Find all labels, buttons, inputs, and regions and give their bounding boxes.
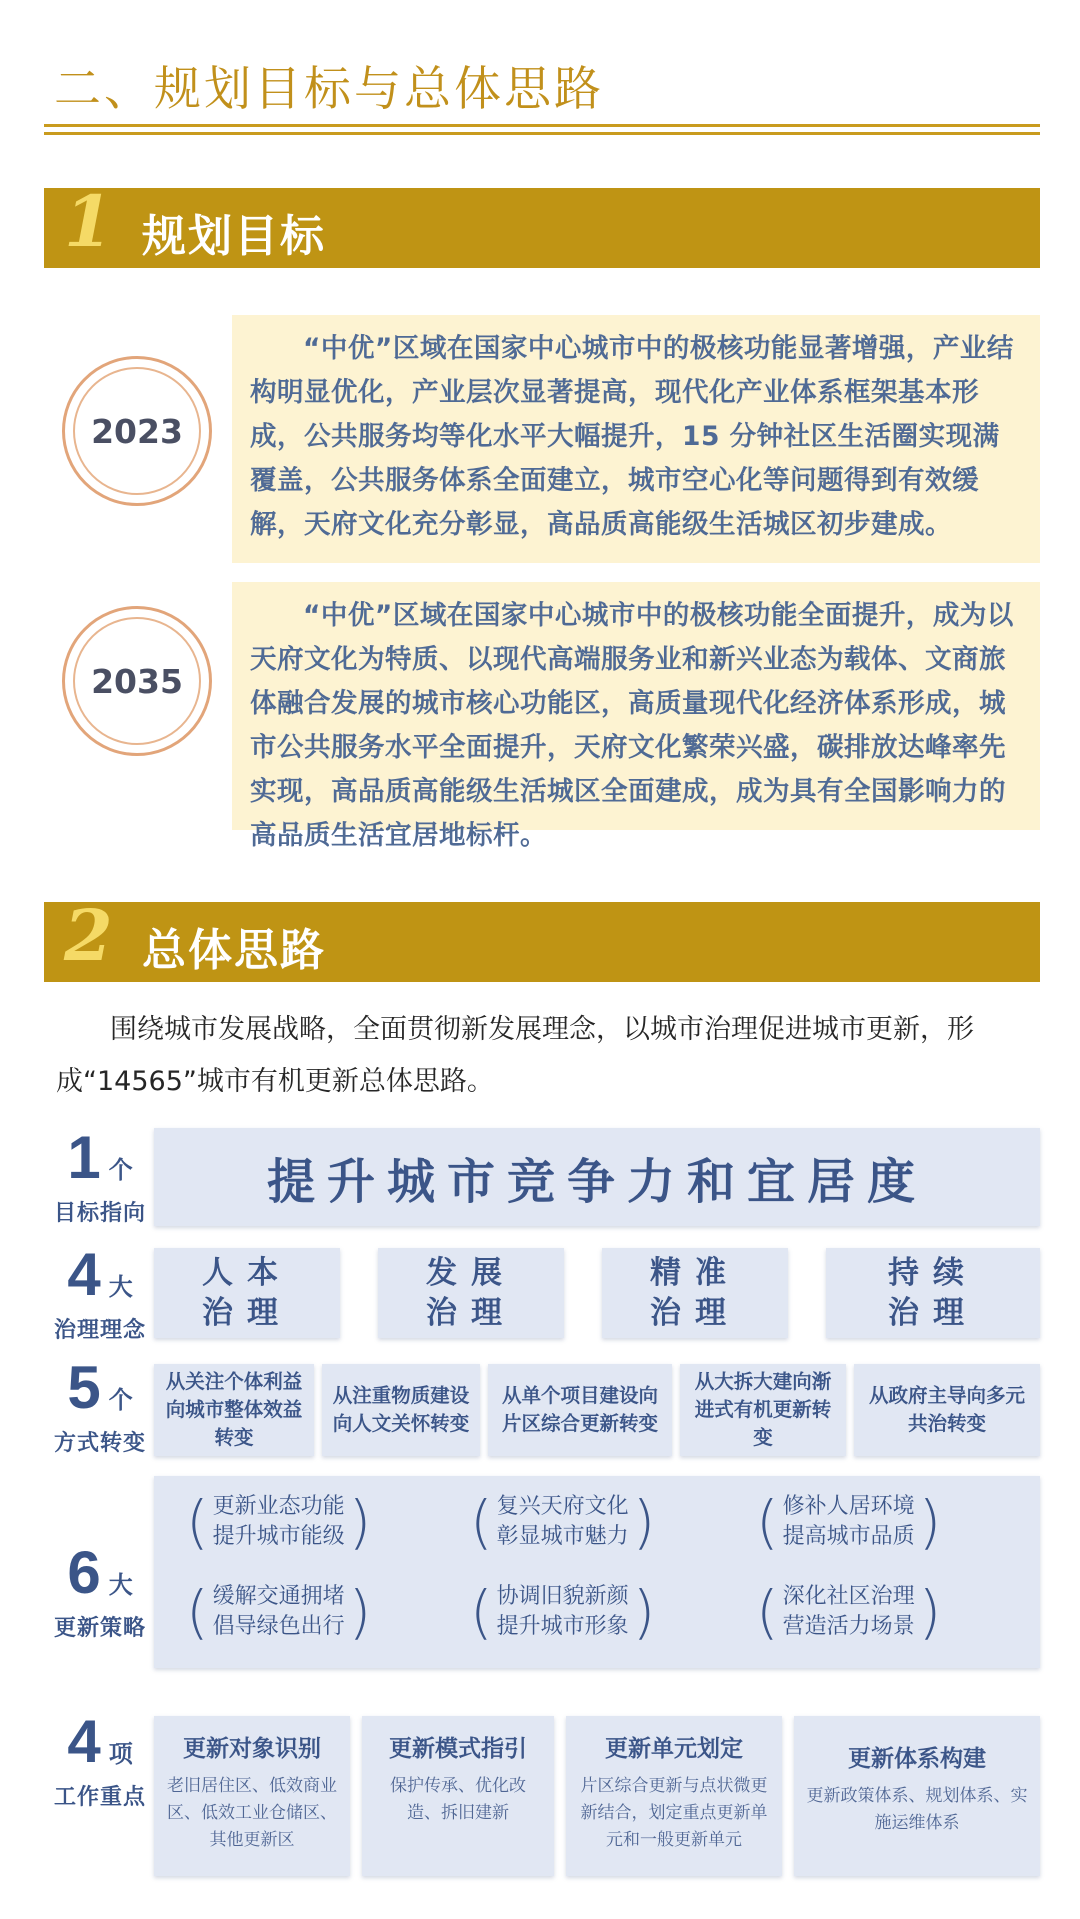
mode-box: 从大拆大建向渐进式有机更新转变 [680,1364,846,1456]
target-goal-box: 提升城市竞争力和宜居度 [154,1128,1040,1226]
strategy-item [186,1578,372,1646]
bracket-right: ) [632,1488,656,1556]
bracket-left: ( [756,1488,779,1556]
row-label-goal [40,1124,160,1227]
task-title: 更新对象识别 [183,1736,321,1762]
strategy-line1: 复兴天府文化 [496,1494,629,1519]
heading-planning-goals [44,180,1040,268]
bracket-right: ) [918,1488,942,1556]
mode-box: 从单个项目建设向片区综合更新转变 [488,1364,672,1456]
intro-paragraph [56,1004,1036,1108]
strategy-line1: 深化社区治理 [782,1584,915,1609]
strategy-line2: 倡导绿色出行 [212,1614,345,1639]
row-subtitle: 目标指向 [53,1201,146,1226]
row-subtitle: 工作重点 [53,1785,146,1810]
concept-line2: 治理 [888,1295,978,1331]
concept-line2: 治理 [426,1295,516,1331]
strategy-item [470,1578,656,1646]
row-label-modes [40,1354,160,1457]
concept-box [602,1248,788,1338]
row-unit: 个 [108,1156,133,1184]
title-divider [44,132,1040,135]
concept-line1: 持续 [888,1255,978,1291]
heading-number: 2 [64,894,113,977]
bracket-right: ) [348,1578,372,1646]
row-label-concepts [40,1241,160,1344]
row-number: 5 [67,1354,101,1421]
concept-line2: 治理 [650,1295,740,1331]
year-label: 2023 [73,367,201,495]
row-number: 4 [67,1241,101,1308]
mode-box: 从关注个体利益向城市整体效益转变 [154,1364,314,1456]
strategy-line2: 营造活力场景 [782,1614,915,1639]
strategy-line1: 修补人居环境 [782,1494,915,1519]
heading-label: 总体思路 [142,925,326,976]
title-divider [44,124,1040,127]
task-desc: 片区综合更新与点状微更新结合，划定重点更新单元和一般更新单元 [580,1776,768,1850]
strategy-line2: 提升城市形象 [496,1614,629,1639]
bracket-left: ( [186,1488,209,1556]
strategy-item [470,1488,656,1556]
bracket-left: ( [470,1488,493,1556]
task-desc: 保护传承、优化改造、拆旧建新 [390,1776,526,1823]
row-number: 4 [67,1708,101,1775]
row-number: 1 [67,1124,101,1191]
task-box [566,1716,782,1876]
goal-text: “中优”区域在国家中心城市中的极核功能显著增强，产业结构明显优化，产业层次显著提高，现代化产业体系框架基本形成，公共服务均等化水平大幅提升，15 分钟社区生活圈实现满覆盖，公共服务体系全面建立，城市空心化等问题得到有效缓解，天府文化充分彰显，高品质高能级生活城区初步建成。 [250,333,1014,540]
strategy-item [756,1488,942,1556]
bracket-left: ( [470,1578,493,1646]
bracket-right: ) [918,1578,942,1646]
strategy-line1: 更新业态功能 [212,1494,345,1519]
row-unit: 大 [108,1571,133,1599]
row-subtitle: 方式转变 [53,1431,146,1456]
strategy-item [186,1488,372,1556]
goal-text-box [232,582,1040,851]
row-subtitle: 治理理念 [53,1318,146,1343]
task-title: 更新单元划定 [605,1736,743,1762]
task-desc: 更新政策体系、规划体系、实施运维体系 [806,1786,1028,1833]
concept-line1: 发展 [426,1255,516,1291]
concept-box [154,1248,340,1338]
row-subtitle: 更新策略 [53,1616,146,1641]
strategy-line2: 彰显城市魅力 [496,1524,629,1549]
strategy-line1: 缓解交通拥堵 [212,1584,345,1609]
strategy-item [756,1578,942,1646]
concept-line1: 精准 [650,1255,740,1291]
heading-number: 1 [64,180,113,263]
task-desc: 老旧居住区、低效商业区、低效工业仓储区、其他更新区 [167,1776,337,1850]
row-unit: 项 [108,1740,133,1768]
section-title: 二、规划目标与总体思路 [54,62,604,117]
goal-text-box [232,315,1040,563]
row-label-tasks [40,1708,160,1811]
goal-text: “中优”区域在国家中心城市中的极核功能全面提升，成为以天府文化为特质、以现代高端服务业和新兴业态为载体、文商旅体融合发展的城市核心功能区，高质量现代化经济体系形成，城市公共服务水平全面提升，天府文化繁荣兴盛，碳排放达峰率先实现，高品质高能级生活城区全面建成，成为具有全国影响力的高品质生活宜居地标杆。 [250,600,1014,851]
strategy-line1: 协调旧貌新颜 [496,1584,629,1609]
mode-box: 从注重物质建设向人文关怀转变 [322,1364,480,1456]
mode-box: 从政府主导向多元共治转变 [854,1364,1040,1456]
concept-line2: 治理 [202,1295,292,1331]
concept-box [826,1248,1040,1338]
heading-label: 规划目标 [142,211,326,262]
row-label-strategies [40,1539,160,1642]
task-box [154,1716,350,1876]
bracket-left: ( [756,1578,779,1646]
strategy-line2: 提升城市能级 [212,1524,345,1549]
task-title: 更新模式指引 [389,1736,527,1762]
strategy-line2: 提高城市品质 [782,1524,915,1549]
row-unit: 大 [108,1273,133,1301]
row-unit: 个 [108,1386,133,1414]
task-title: 更新体系构建 [848,1746,986,1772]
task-box [794,1716,1040,1876]
intro-text: 围绕城市发展战略，全面贯彻新发展理念，以城市治理促进城市更新，形成“14565”城市有机更新总体思路。 [56,1014,974,1097]
year-badge-2023 [62,356,212,506]
concept-box [378,1248,564,1338]
bracket-right: ) [632,1578,656,1646]
bracket-right: ) [348,1488,372,1556]
year-label: 2035 [73,617,201,745]
bracket-left: ( [186,1578,209,1646]
task-box [362,1716,554,1876]
heading-overall-approach [44,894,1040,982]
row-number: 6 [67,1539,101,1606]
year-badge-2035 [62,606,212,756]
concept-line1: 人本 [202,1255,292,1291]
